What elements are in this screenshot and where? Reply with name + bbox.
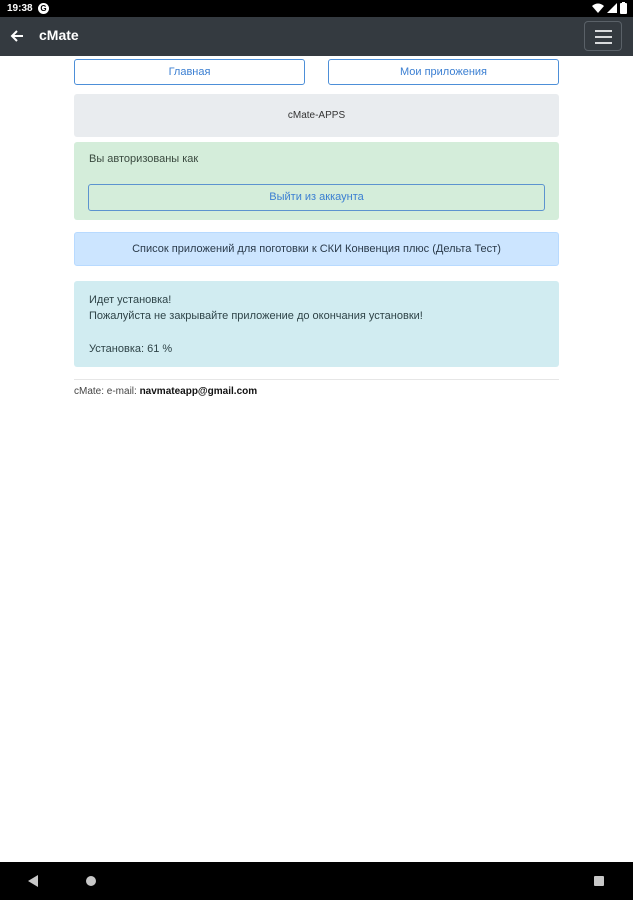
hamburger-icon-line [595,36,612,38]
install-line-2: Пожалуйста не закрывайте приложение до окончания установки! [89,310,423,322]
home-button[interactable]: Главная [74,59,305,85]
footer-label: cMate: e-mail: [74,386,137,397]
footer [74,386,559,397]
back-arrow-icon[interactable] [9,27,25,45]
auth-status-text: Вы авторизованы как [89,153,199,165]
footer-email[interactable]: navmateapp@gmail.com [139,386,258,397]
nav-recents-icon[interactable] [594,876,604,886]
app-bar [0,17,633,56]
install-progress-text: Установка: 61 % [89,343,173,355]
nav-home-icon[interactable] [86,876,96,886]
battery-icon [620,2,627,14]
system-nav-bar [0,862,633,900]
header-box: cMate-APPS [74,94,559,137]
install-line-1: Идет установка! [89,294,172,306]
nav-buttons [74,59,559,85]
status-bar [0,0,633,17]
hamburger-icon-line [595,30,612,32]
app-title: cMate [39,27,79,43]
system-icons [592,2,627,14]
nav-back-icon[interactable] [28,875,38,887]
app-list-link[interactable]: Список приложений для поготовки к СКИ Конвенция плюс (Дельта Тест) [74,232,559,266]
auth-box [74,142,559,220]
logout-button[interactable]: Выйти из аккаунта [88,184,545,211]
status-time: 19:38 [7,3,33,14]
install-status-box [74,281,559,367]
divider [74,379,559,380]
signal-icon [607,3,617,13]
google-notification-icon: G [38,3,49,14]
wifi-icon [592,3,604,13]
menu-button[interactable] [584,21,622,51]
hamburger-icon-line [595,42,612,44]
main-content [74,59,559,397]
my-apps-button[interactable]: Мои приложения [328,59,559,85]
